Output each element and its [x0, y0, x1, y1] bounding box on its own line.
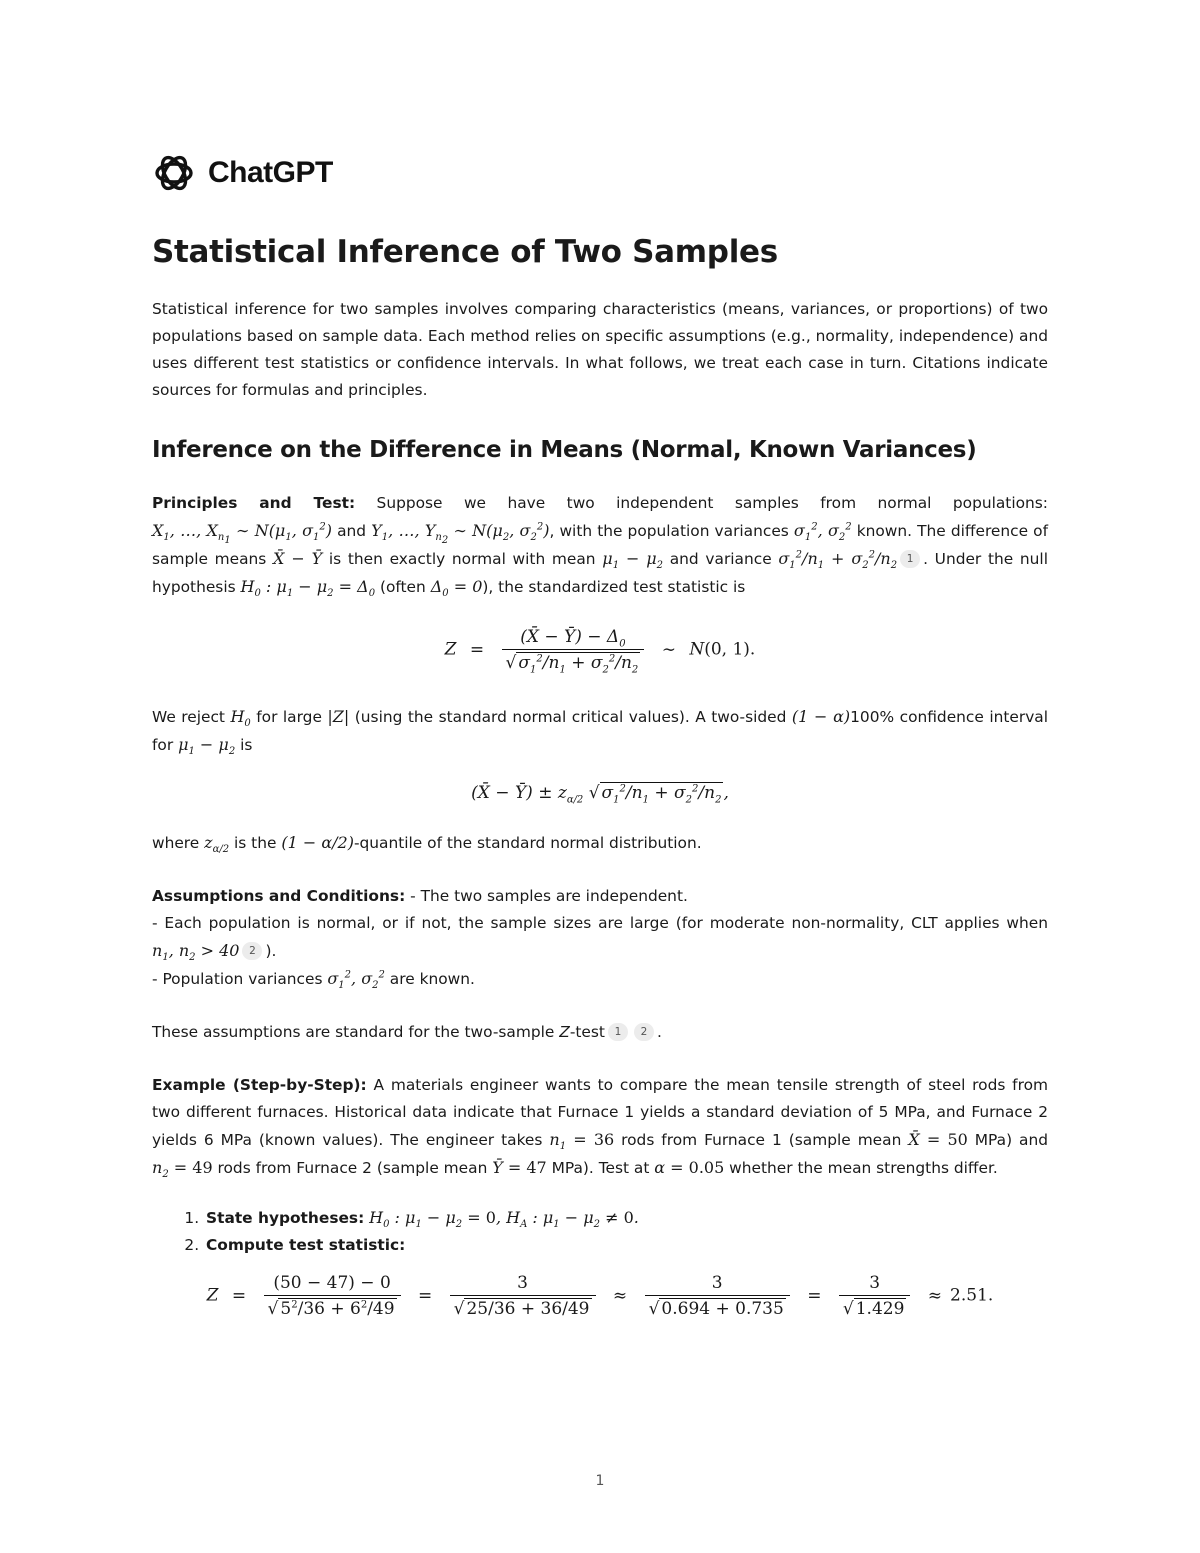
- list-item: 2. Compute test statistic:: [204, 1232, 1048, 1259]
- principles-paragraph: Principles and Test: Suppose we have two independent samples from normal populations: $X_1$, …, $X_{n_1}$ ∼ $N(\mu_1$, $\sigma_1^2$) and $Y_1$, …, $Y_{n_2}$ ∼ $N(\mu_2$, $\sigma_2^2$), with the population variances $\sigma_1^2$, $\sigma_2^2$ known. The difference of sample means X̄ − Ȳ is then exactly normal with mean $\mu_1 - \mu_2$ and variance $\sigma_1^2/n_1 + \sigma_2^2/n_21$ . Under the null hypothesis $H_0$ : $\mu_1 - \mu_2 = \Delta_0$ (often $\Delta_0 = 0$), the standardized test statistic is: [152, 494, 1049, 600]
- citation-badge[interactable]: 1: [608, 1023, 628, 1041]
- example-label: Example (Step-by-Step):: [152, 1076, 367, 1094]
- where-paragraph: where $z_{\alpha/2}$ is the (1 − α/2)-quantile of the standard normal distribution.: [152, 833, 702, 856]
- list-item: 1. State hypotheses: $H_0$ : $\mu_1 - \mu_2 = 0$, $H_A$ : $\mu_1 - \mu_2 \ne 0$.: [204, 1204, 1048, 1232]
- confidence-interval-formula: (X̄ − Ȳ) ± $z_{\alpha/2}$ √ $\sigma_1^2/n_1 + \sigma_2^2/n_2$ ,: [471, 783, 729, 806]
- document-title: Statistical Inference of Two Samples: [152, 234, 778, 270]
- citation-badge[interactable]: 2: [242, 942, 262, 960]
- intro-paragraph: Statistical inference for two samples involves comparing characteristics (means, variances, or proportions) of two populations based on sample data. Each method relies on specific assumptions (e.g., normality, independence) and uses different test statistics or confidence intervals. In what follows, we treat each case in turn. Citations indicate sources for formulas and principles.: [152, 300, 1048, 399]
- principles-label: Principles and Test:: [152, 494, 356, 512]
- assumptions-label: Assumptions and Conditions:: [152, 887, 406, 905]
- standard-assumptions-paragraph: These assumptions are standard for the two-sample Z-test 1 2 .: [152, 1023, 662, 1041]
- brand-header: [152, 150, 1048, 196]
- example-steps-list: [152, 1204, 1048, 1259]
- openai-logo-icon: [152, 151, 196, 195]
- document-page: [152, 150, 1048, 1337]
- page-number: 1: [595, 1473, 605, 1489]
- brand-name: ChatGPT: [208, 156, 333, 189]
- citation-badge[interactable]: 2: [634, 1023, 654, 1041]
- example-z-computation: Z = $\frac{(50 - 47) - 0}{√ 5^2/36 + 6^2/49}$ = $\frac{3}{√ 25/36 + 36/49}$ ≈ $\frac{3}{√ 0.694 + 0.735}$ = $\frac{3}{√ 1.429}$ ≈ 2.51.: [206, 1273, 994, 1319]
- assumptions-paragraph: Assumptions and Conditions: - The two samples are independent. - Each population is normal, or if not, the sample sizes are large (for moderate non-normality, CLT applies when $n_1$, $n_2 > 40$ 2 ). - Population variances $\sigma_1^2$, $\sigma_2^2$ are known.: [152, 887, 1048, 992]
- reject-paragraph: We reject $H_0$ for large |Z| (using the standard normal critical values). A two-sided (1 − α)100% confidence interval for $\mu_1 - \mu_2$ is: [152, 707, 1049, 758]
- section-title: Inference on the Difference in Means (Normal, Known Variances): [152, 437, 977, 463]
- math-inline: $X_1$, …, $X_{n_1}$ ∼ $N(\mu_1$, $\sigma_1^2$): [152, 521, 332, 547]
- z-statistic-formula: Z = $\frac{(X̄ - Ȳ) - \Delta_0}{√ \sigma_1^2/n_1 + \sigma_2^2/n_2}$ ∼ N(0, 1).: [444, 627, 756, 676]
- citation-badge[interactable]: 1: [900, 550, 920, 568]
- example-paragraph: Example (Step-by-Step): A materials engineer wants to compare the mean tensile strength of steel rods from two different furnaces. Historical data indicate that Furnace 1 yields a standard deviation of 5 MPa, and Furnace 2 yields 6 MPa (known values). The engineer takes $n_1 = 36$ rods from Furnace 1 (sample mean X̄ = 50 MPa) and $n_2 = 49$ rods from Furnace 2 (sample mean Ȳ = 47 MPa). Test at α = 0.05 whether the mean strengths differ.: [152, 1076, 1049, 1181]
